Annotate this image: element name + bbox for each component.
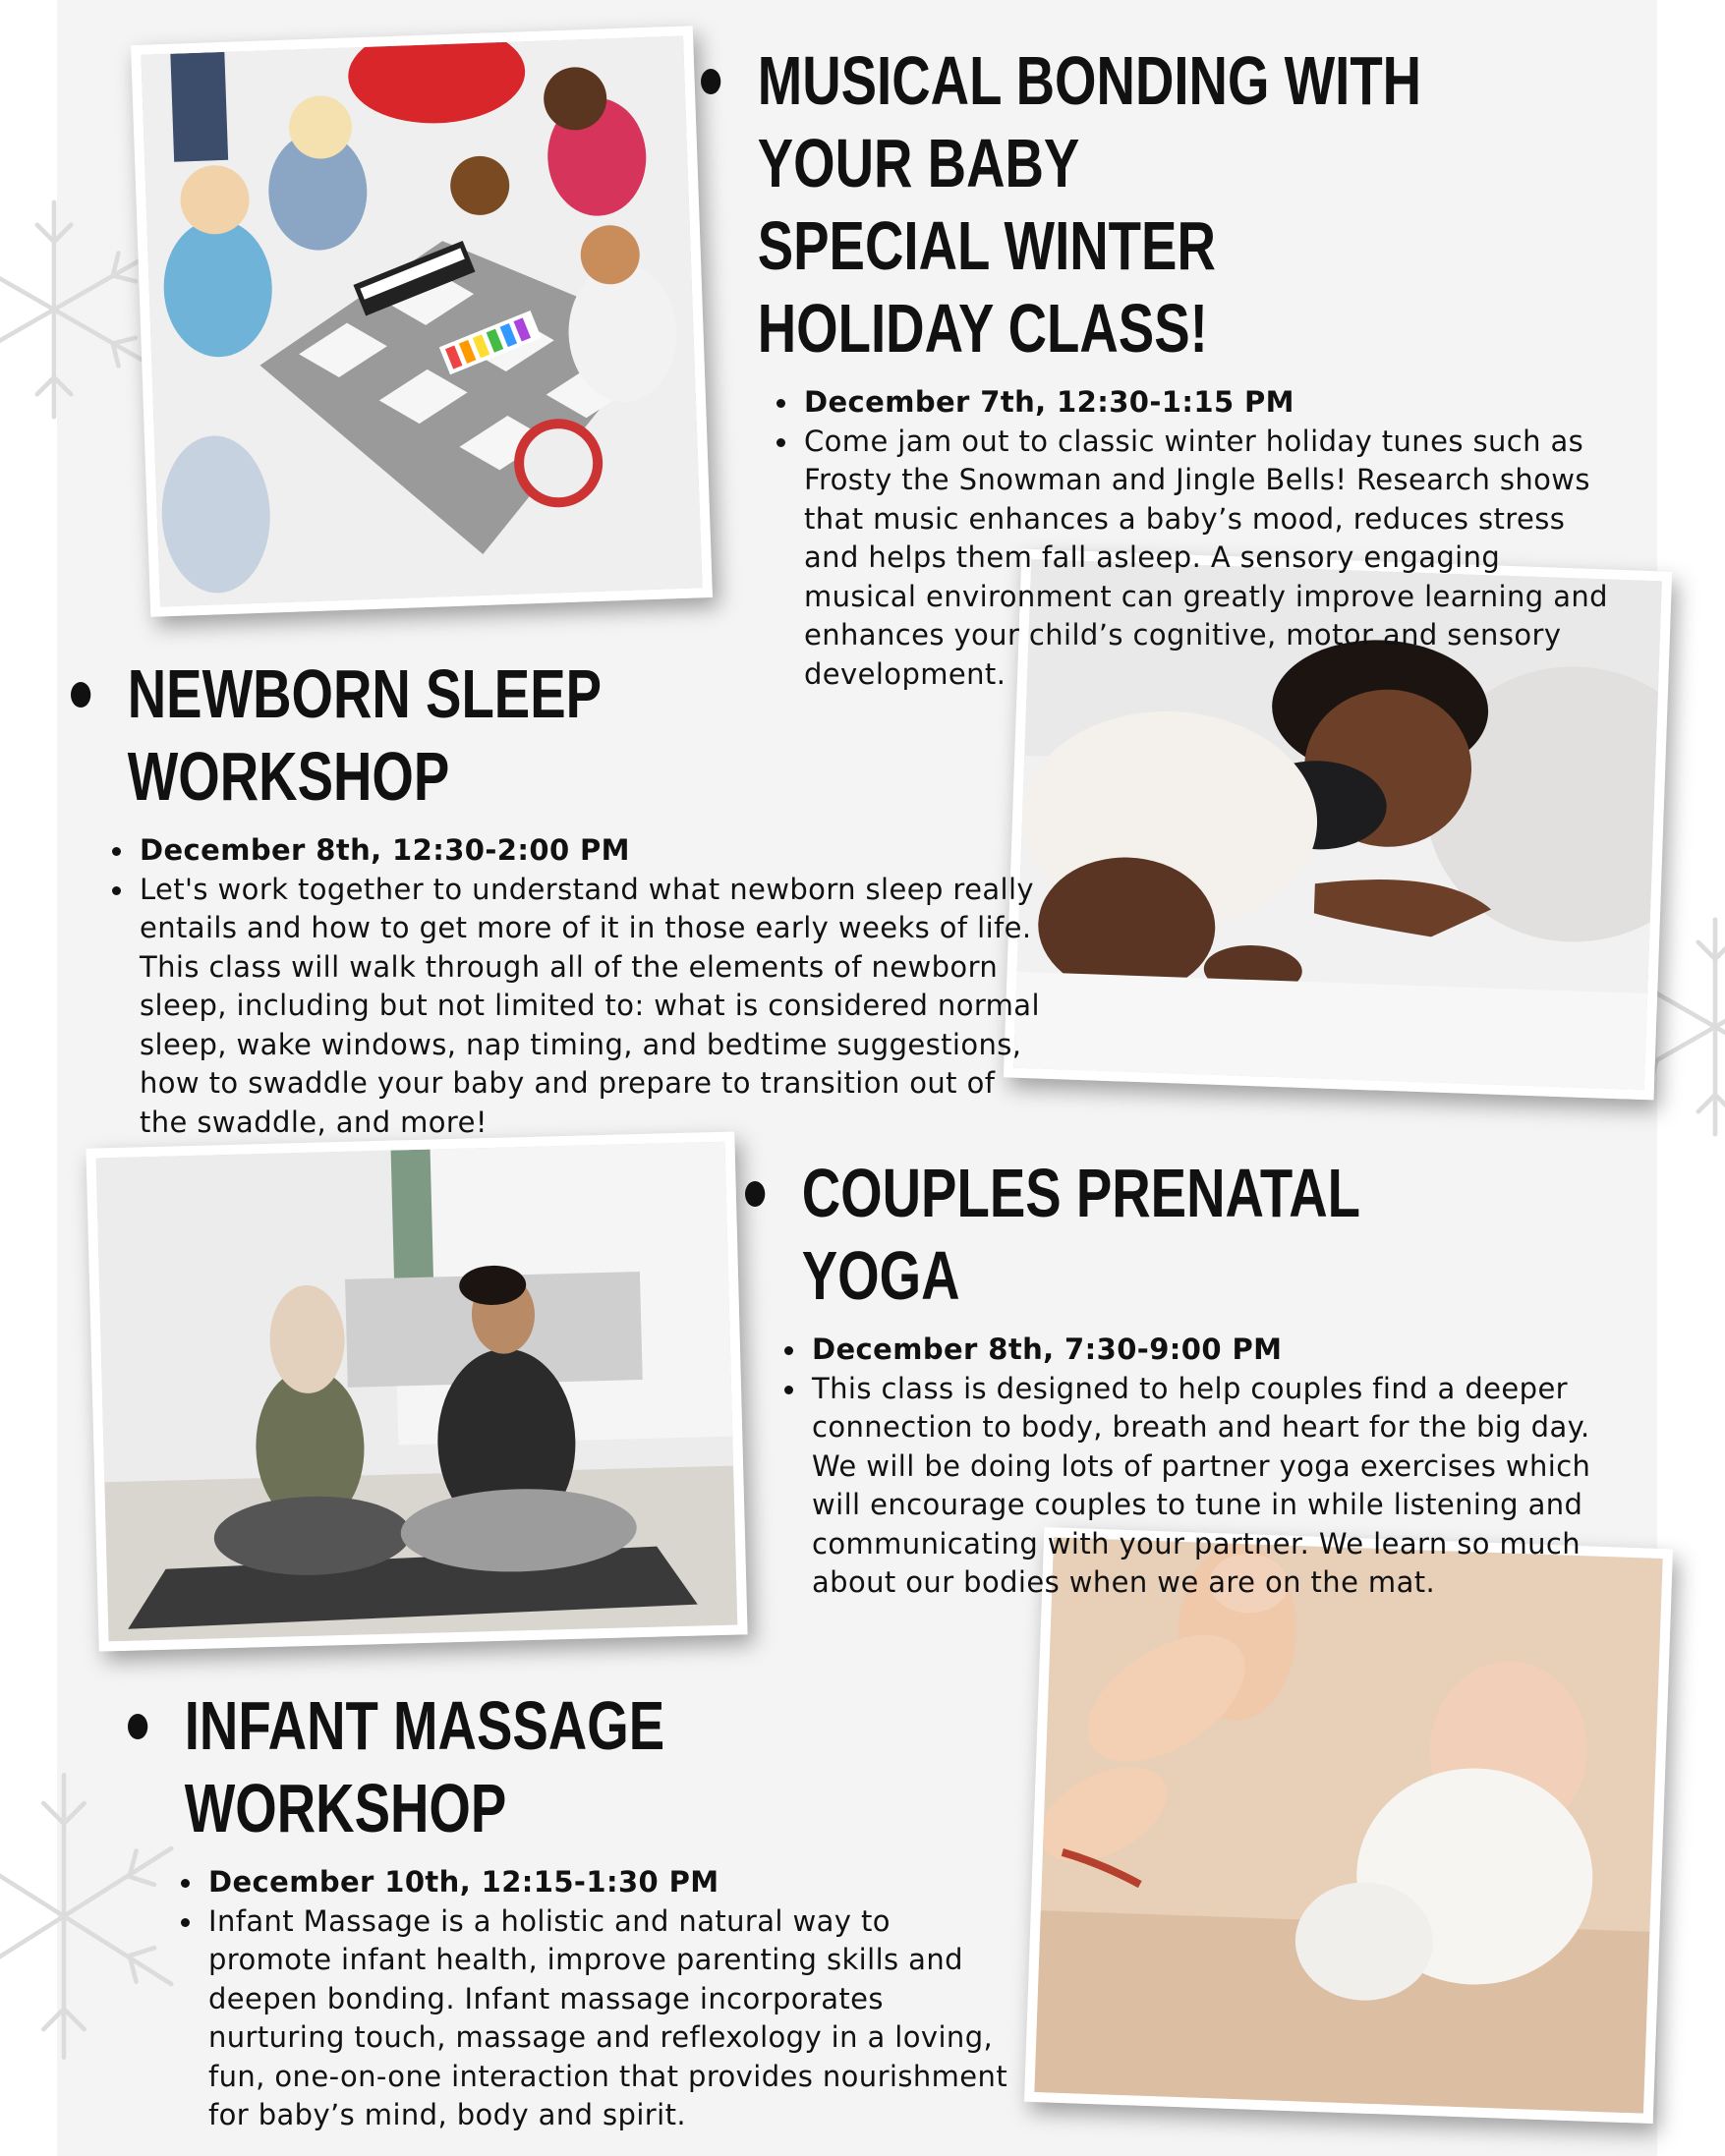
event-title-text: COUPLES PRENATAL YOGA [801, 1155, 1359, 1314]
bullet-icon [128, 1714, 147, 1739]
infant-foot-massage-photo [1024, 1527, 1673, 2124]
event-infant-massage [128, 1684, 1012, 2135]
event-title [71, 652, 807, 818]
event-date: December 10th, 12:15-1:30 PM [175, 1863, 1020, 1902]
children-playing-instruments-photo [131, 26, 713, 617]
event-newborn-sleep [71, 652, 1040, 1142]
event-date: December 7th, 12:30-1:15 PM [771, 383, 1616, 423]
event-details [175, 1863, 1020, 2135]
event-date: December 8th, 7:30-9:00 PM [778, 1331, 1643, 1370]
event-details [106, 831, 1050, 1142]
bullet-icon [745, 1181, 765, 1207]
event-musical-bonding [701, 39, 1644, 694]
event-title-text: MUSICAL BONDING WITH YOUR BABY SPECIAL WINTER HOLIDAY CLASS! [757, 42, 1422, 367]
event-title [701, 39, 1437, 369]
event-title [745, 1152, 1451, 1317]
event-details [778, 1331, 1643, 1603]
event-description: This class is designed to help couples find a deeper connection to body, breath and heart for the big day. We will be doing lots of partner yoga exercises which will encourage couples to tune in while listening and communicating with your partner. We learn so much about our bodies when we are on the mat. [778, 1370, 1643, 1603]
event-title-text: INFANT MASSAGE WORKSHOP [184, 1687, 665, 1846]
event-description: Let's work together to understand what newborn sleep really entails and how to get more of it in those early weeks of life. This class will walk through all of the elements of newborn sleep, including but not limited to: what is considered normal sleep, wake windows, nap timing, and bedtime suggestions, how to swaddle your baby and prepare to transition out of the swaddle, and more! [106, 871, 1050, 1143]
event-title-text: NEWBORN SLEEP WORKSHOP [127, 655, 602, 815]
bullet-icon [71, 682, 90, 708]
event-description: Infant Massage is a holistic and natural way to promote infant health, improve parenting skills and deepen bonding. Infant massage incorporates nurturing touch, massage and reflexology in a loving, fun, one-on-one interaction that provides nourishment for baby’s mind, body and spirit. [175, 1902, 1020, 2135]
event-details [771, 383, 1616, 694]
bullet-icon [701, 69, 720, 94]
event-couples-yoga [745, 1152, 1649, 1603]
couple-meditating-yoga-photo [86, 1131, 747, 1651]
event-date: December 8th, 12:30-2:00 PM [106, 831, 1050, 871]
event-title [128, 1684, 818, 1849]
event-description: Come jam out to classic winter holiday tunes such as Frosty the Snowman and Jingle Bells! Research shows that music enhances a baby’s mood, reduces stress and helps them fall asleep. A sensory engaging musical environment can greatly improve learning and enhances your child’s cognitive, motor and sensory development. [771, 423, 1616, 695]
